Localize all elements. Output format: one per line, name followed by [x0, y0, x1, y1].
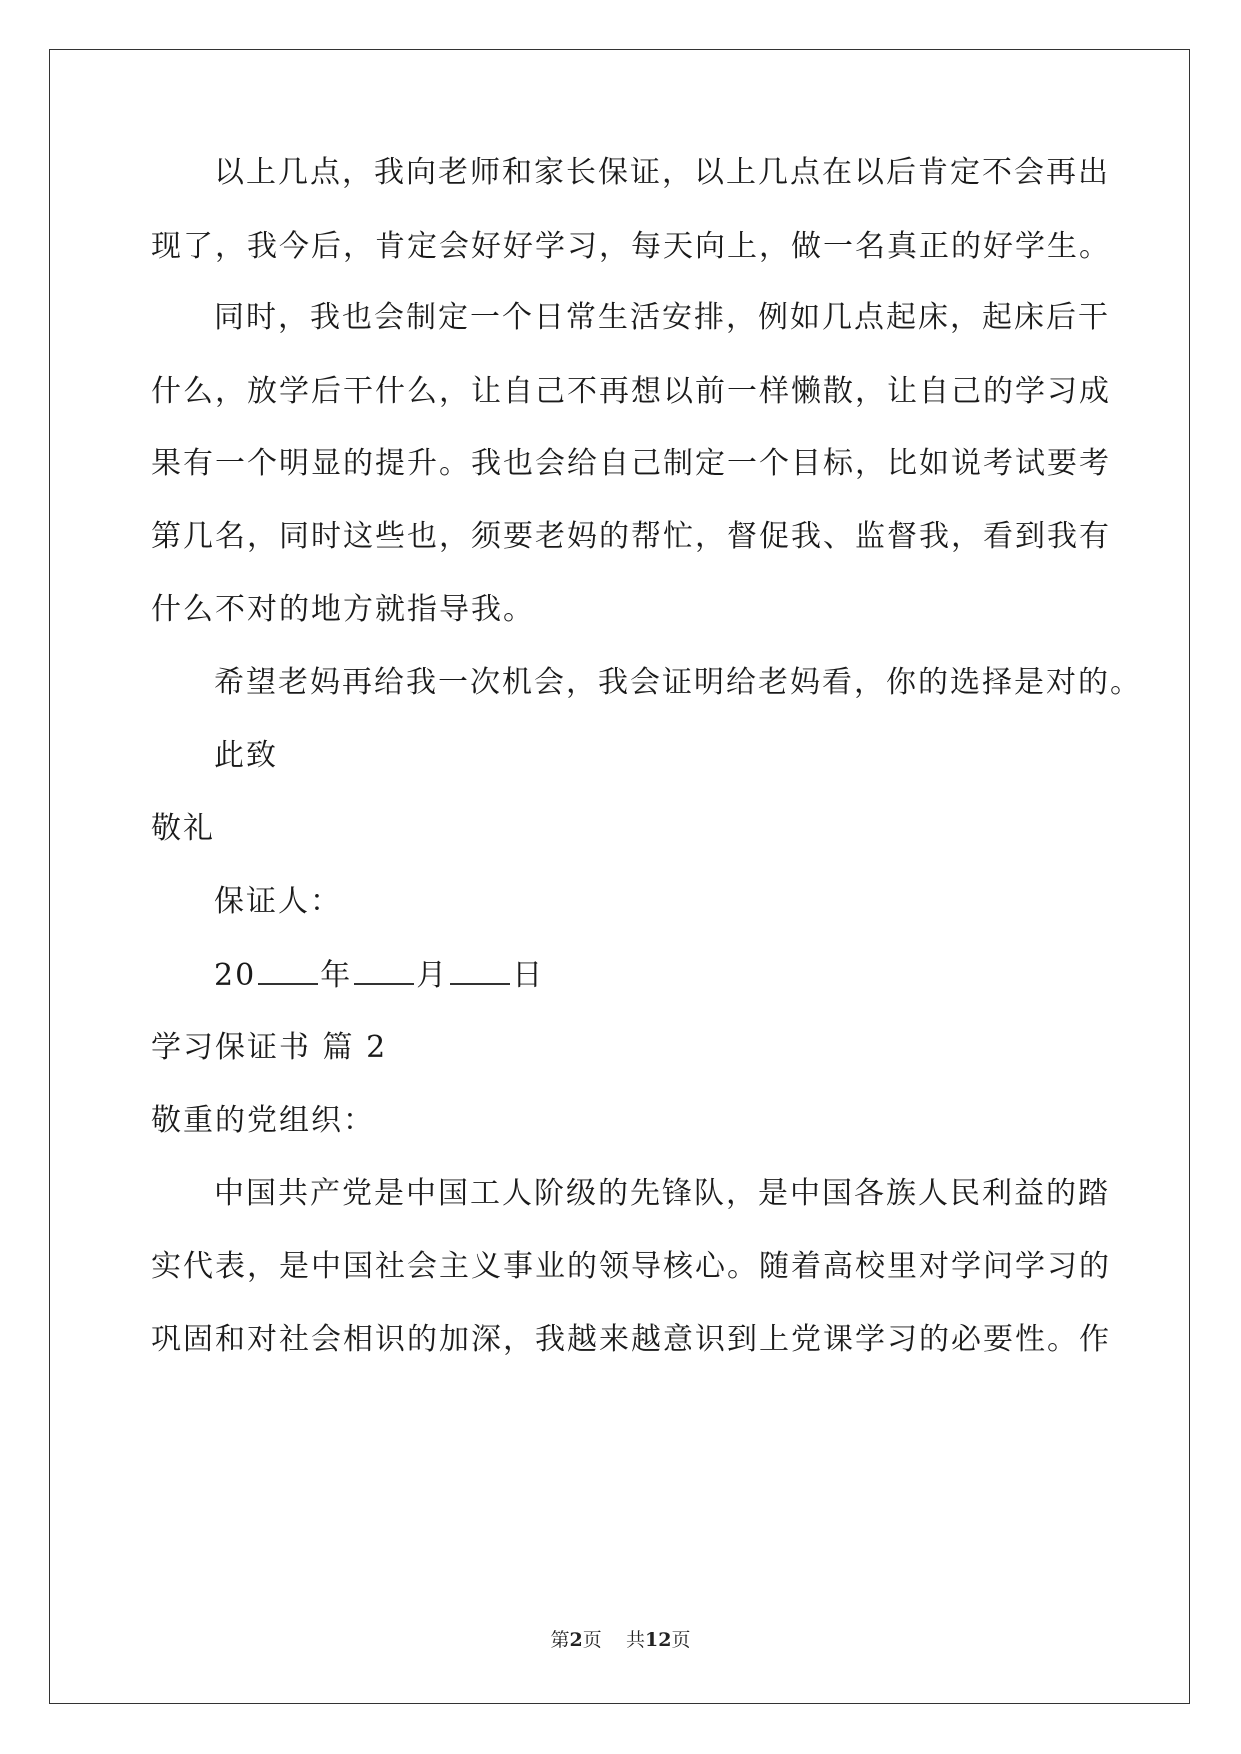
date-year-label: 年: [320, 958, 353, 993]
paragraph-line: 现了，我今后，肯定会好好学习，每天向上，做一名真正的好学生。: [151, 229, 1111, 264]
paragraph-line: 同时，我也会制定一个日常生活安排，例如几点起床，起床后干: [214, 300, 1110, 335]
paragraph-line: 第几名，同时这些也，须要老妈的帮忙，督促我、监督我，看到我有: [151, 519, 1111, 554]
footer-total-label: 共: [625, 1629, 645, 1651]
footer-page-label: 第: [550, 1629, 570, 1651]
paragraph-line: 希望老妈再给我一次机会，我会证明给老妈看，你的选择是对的。: [214, 665, 1142, 700]
date-blank-month: [354, 955, 414, 985]
guarantor-label: 保证人：: [214, 884, 342, 919]
date-month-label: 月: [416, 958, 449, 993]
paragraph-line: 以上几点，我向老师和家长保证，以上几点在以后肯定不会再出: [214, 155, 1110, 190]
date-blank-day: [450, 955, 510, 985]
paragraph-line: 什么不对的地方就指导我。: [151, 592, 535, 627]
footer-total-suffix: 页: [671, 1629, 691, 1651]
paragraph-line: 什么，放学后干什么，让自己不再想以前一样懒散，让自己的学习成: [151, 374, 1111, 409]
date-prefix: 20: [214, 958, 257, 993]
footer-total-number: 12: [644, 1629, 672, 1651]
date-line: [214, 955, 544, 996]
closing-salutation: 此致: [214, 738, 278, 773]
page-footer: [0, 1628, 1241, 1652]
closing-regards: 敬礼: [151, 811, 215, 846]
date-day-label: 日: [512, 958, 545, 993]
paragraph-line: 实代表，是中国社会主义事业的领导核心。随着高校里对学问学习的: [151, 1249, 1111, 1284]
date-blank-year: [258, 955, 318, 985]
footer-page-suffix: 页: [582, 1629, 602, 1651]
section-heading: 学习保证书 篇 2: [151, 1030, 388, 1065]
paragraph-line: 中国共产党是中国工人阶级的先锋队，是中国各族人民利益的踏: [214, 1176, 1110, 1211]
footer-page-number: 2: [569, 1629, 583, 1651]
letter-greeting: 敬重的党组织：: [151, 1103, 375, 1138]
paragraph-line: 果有一个明显的提升。我也会给自己制定一个目标，比如说考试要考: [151, 446, 1111, 481]
paragraph-line: 巩固和对社会相识的加深，我越来越意识到上党课学习的必要性。作: [151, 1322, 1111, 1357]
